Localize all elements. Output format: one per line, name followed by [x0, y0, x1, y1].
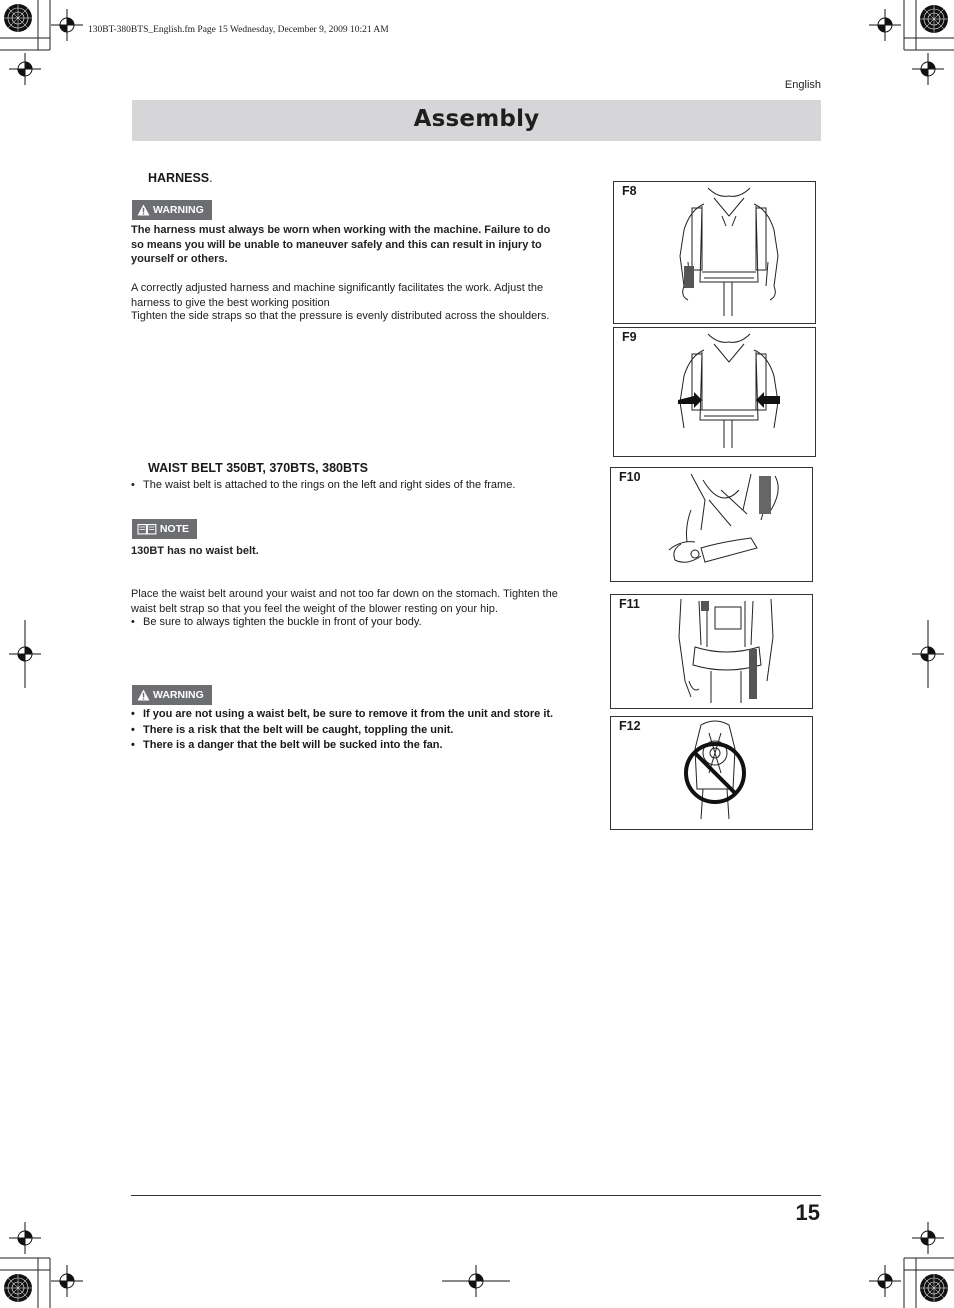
no-belt-prohibition-illustration — [679, 719, 751, 829]
figure-label: F12 — [619, 719, 641, 733]
warning-label: WARNING — [153, 689, 204, 701]
waist-belt-bullets-2 — [131, 615, 576, 631]
list-item: • Be sure to always tighten the buckle in front of your body. — [131, 615, 576, 631]
page-number: 15 — [795, 1200, 820, 1225]
note-text: 130BT has no waist belt. — [131, 545, 259, 557]
figure-f8 — [613, 181, 816, 324]
warning-label: WARNING — [153, 204, 204, 216]
note-badge — [132, 519, 197, 539]
harness-heading-suffix: . — [209, 171, 213, 185]
list-item: • The waist belt is attached to the rings on the left and right sides of the frame. — [131, 478, 576, 494]
warning-badge-2 — [132, 685, 212, 705]
book-icon — [137, 523, 157, 535]
waist-belt-heading: WAIST BELT 350BT, 370BTS, 380BTS — [148, 461, 368, 475]
figure-f11 — [610, 594, 813, 709]
waist-belt-frame-illustration — [661, 470, 791, 578]
list-item: • There is a danger that the belt will be sucked into the fan. — [131, 738, 576, 754]
harness-heading-text: HARNESS — [148, 171, 210, 185]
figure-label: F8 — [622, 184, 637, 198]
list-item: • If you are not using a waist belt, be sure to remove it from the unit and store it. — [131, 707, 576, 723]
figure-f12 — [610, 716, 813, 830]
title-bar — [132, 100, 821, 141]
waist-belt-worn-illustration — [671, 597, 781, 705]
warning-triangle-icon — [137, 204, 150, 216]
waist-belt-warning-bullets — [131, 707, 576, 754]
harness-front-illustration — [674, 186, 784, 320]
language-label: English — [784, 79, 821, 91]
figure-f9 — [613, 327, 816, 457]
warning-triangle-icon — [137, 689, 150, 701]
warning-badge — [132, 200, 212, 220]
figure-label: F11 — [619, 597, 640, 611]
figure-label: F10 — [619, 470, 641, 484]
waist-belt-bullets-1 — [131, 478, 576, 494]
figure-label: F9 — [622, 330, 637, 344]
list-item: • There is a risk that the belt will be caught, toppling the unit. — [131, 723, 576, 739]
harness-heading — [148, 171, 213, 185]
page-title: Assembly — [413, 106, 540, 132]
harness-paragraph-1: A correctly adjusted harness and machine significantly facilitates the work. Adjust the harness to give the best working position — [131, 282, 544, 309]
harness-adjust-illustration — [674, 332, 784, 452]
print-header: 130BT-380BTS_English.fm Page 15 Wednesday, December 9, 2009 10:21 AM — [88, 25, 389, 35]
footer-rule — [131, 1195, 821, 1196]
figure-f10 — [610, 467, 813, 582]
harness-warning-text: The harness must always be worn when working with the machine. Failure to do so means you will be unable to maneuver safely and this can result in injury to yourself or others. — [131, 224, 551, 265]
harness-paragraph-2: Tighten the side straps so that the pressure is evenly distributed across the shoulders. — [131, 310, 550, 322]
waist-belt-paragraph: Place the waist belt around your waist and not too far down on the stomach. Tighten the waist belt strap so that you feel the weight of the blower resting on your hip. — [131, 588, 558, 615]
note-label: NOTE — [159, 523, 189, 535]
